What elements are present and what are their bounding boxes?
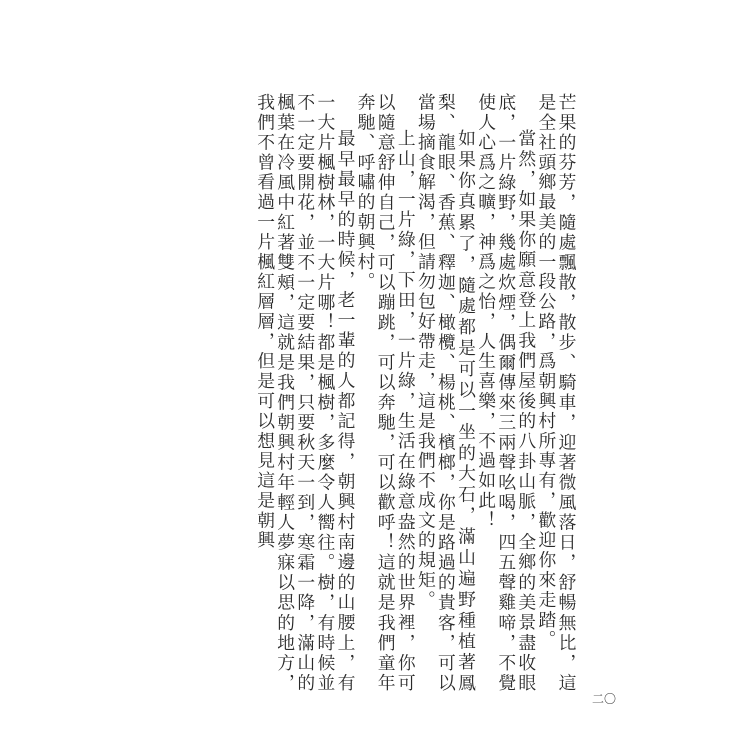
paragraph-2: 當然，如果你願意登上我們屋後的八卦山脈，全鄉的美景盡收眼底，一片綠野，幾處炊煙，偶爾傳來三兩聲吆喝，四五聲雞啼，不覺使人心爲之曠，神爲之怡，人生喜樂，不過如此！ [475, 93, 537, 693]
vertical-text-block [184, 93, 576, 693]
paragraph-5: 最早最早的時候，老一輩的人都記得，朝興村南邊的山腰上，有一大片楓樹林，一大片哪！都是楓樹，多麼令人嚮往。樹，有時候並不一定要開花，並不一定要結果，只要秋天一到，寒霜一降，滿山的楓葉在冷風中紅著雙頰，這就是我們朝興村年輕人夢寐以思的地方，我們不曾看過一片楓紅層層，但是可以想見這是朝興 [254, 93, 356, 693]
page-number: 二〇 [591, 692, 616, 706]
paragraph-4: 上山，一片綠，下田，一片綠，生活在綠意盎然的世界裡，你可以隨意舒伸自己，可以蹦跳，可以奔馳，可以歡呼！這就是我們童年奔馳、呼嘯的朝興村。 [355, 93, 417, 693]
paragraph-3: 如果你真累了，隨處都是可以一坐的大石，滿山遍野種植著鳳梨、龍眼、香蕉、釋迦、橄欖、楊桃、檳榔，你是路過的貴客，可以當場摘食解渴，但請勿包好帶走，這是我們不成文的規矩。 [415, 93, 477, 693]
paragraph-1: 芒果的芬芳，隨處飄散，散步、騎車，迎著微風落日，舒暢無比，這是全社頭鄉最美的一段公路，爲朝興村所專有，歡迎你來走踏。 [535, 93, 577, 693]
